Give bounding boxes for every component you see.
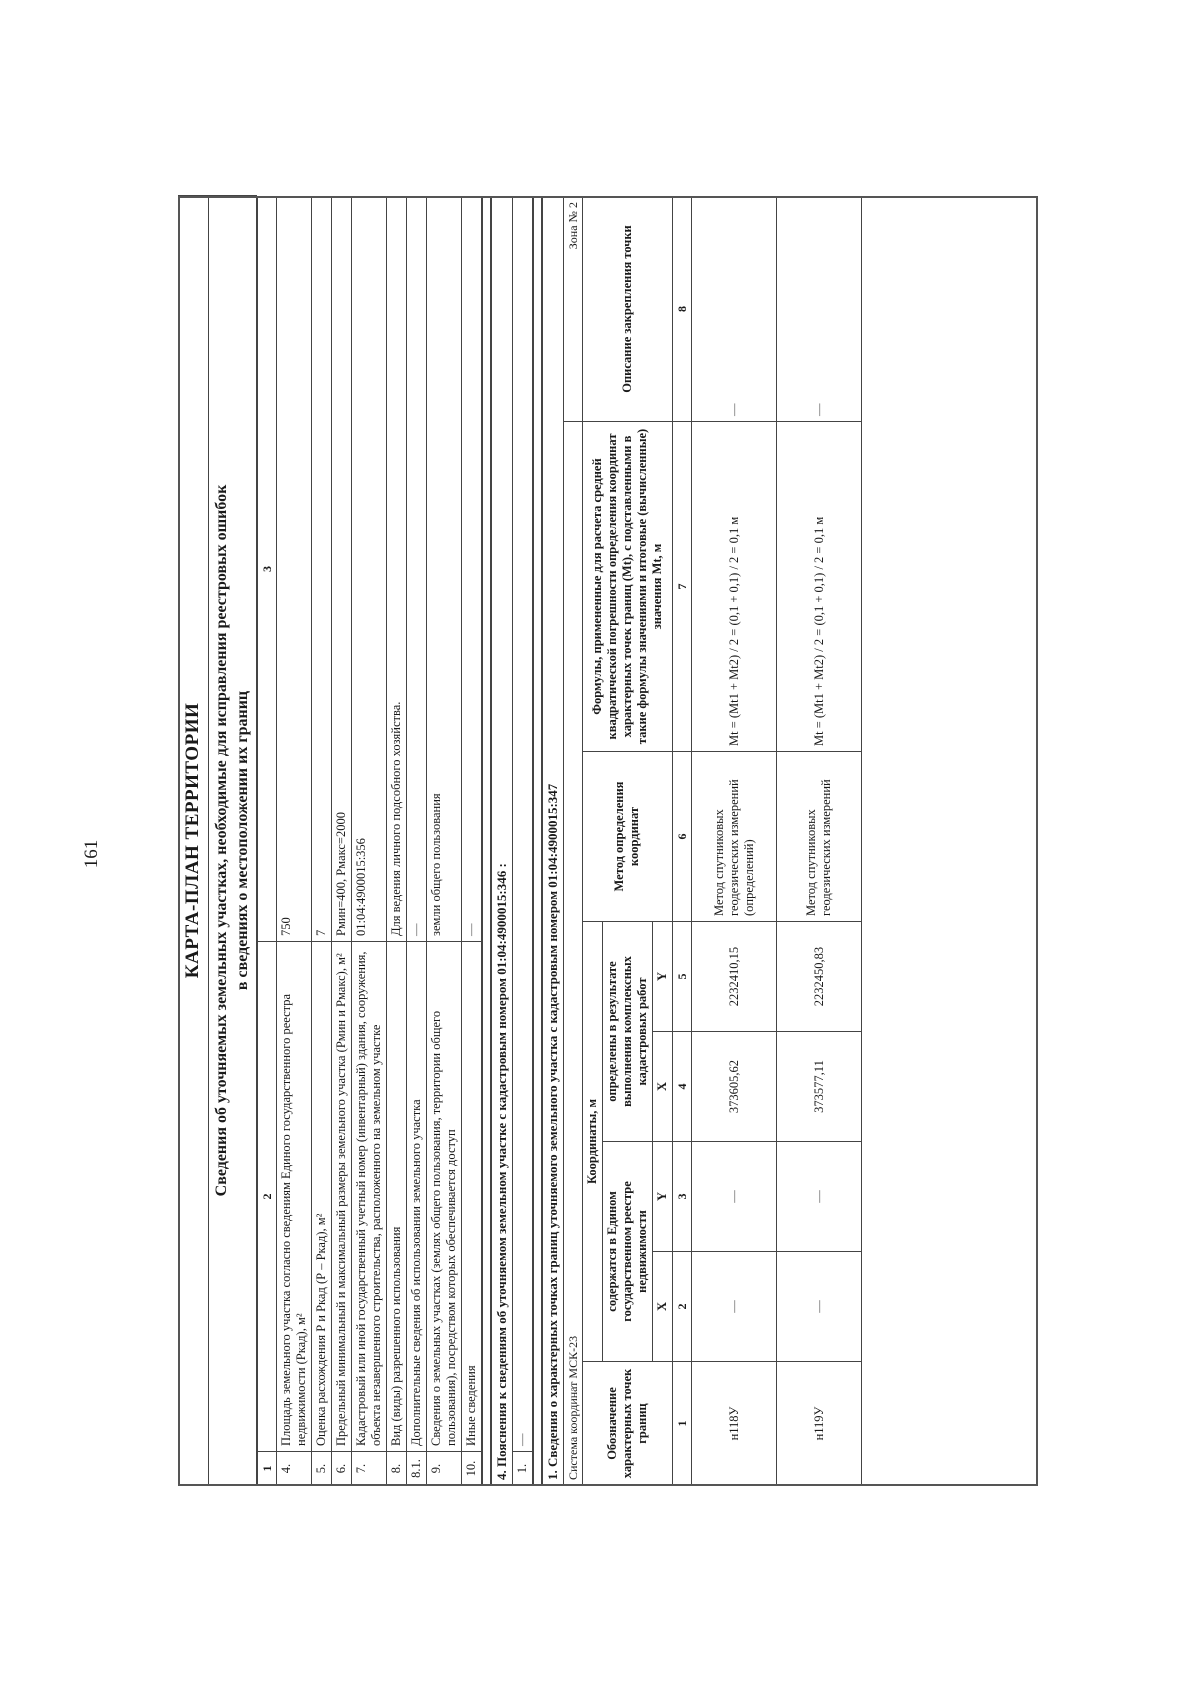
formula: Mt = (Mt1 + Mt2) / 2 = (0,1 + 0,1) / 2 = 0,1 м [692,422,777,752]
header-method: Метод определения координат [582,752,672,922]
col-number: 3 [257,197,276,942]
row-value: земли общего пользования [427,197,462,942]
header-y: Y [652,922,672,1032]
x-egrn: — [777,1252,862,1362]
coordinate-system: Система координат МСК-23 [563,422,582,1486]
x-value: 373577,11 [777,1032,862,1142]
row-number: 7. [352,1452,387,1486]
header-determined: определены в результате выполнения комплексных кадастровых работ [602,922,652,1142]
row-number: 9. [427,1452,462,1486]
col-number: 6 [672,752,691,922]
header-description: Описание закрепления точки [582,197,672,422]
col-number: 1 [257,1452,276,1486]
col-number: 7 [672,422,691,752]
header-point: Обозначение характерных точек границ [582,1362,672,1486]
section-4-heading: 4. Пояснения к сведениям об уточняемом земельном участке с кадастровым номером 01:04:4900015:346 : [492,197,513,1486]
sheet-frame [178,196,1038,1486]
col-number: 5 [672,922,691,1032]
row-value: 01:04:4900015:356 [352,197,387,942]
point-id: н119У [777,1362,862,1486]
method: Метод спутниковых геодезических измерений (определений) [692,752,777,922]
row-value: 7 [312,197,332,942]
description: — [692,197,777,422]
y-egrn: — [692,1142,777,1252]
row-name: Кадастровый или иной государственный учетный номер (инвентарный) здания, сооружения, объекта незавершенного строительства, расположенного на земельном участке [352,942,387,1452]
map-plan-sheet [178,196,1038,1486]
row-number: 4. [277,1452,312,1486]
header-egrn: содержатся в Едином государственном реестре недвижимости [602,1142,652,1362]
row-name: Сведения о земельных участках (землях общего пользования, территории общего пользования), посредством которых обеспечивается доступ [427,942,462,1452]
col-number: 2 [257,942,276,1452]
x-value: 373605,62 [692,1032,777,1142]
row-value: Рмин=400, Рмакс=2000 [332,197,352,942]
y-value: 2232410,15 [692,922,777,1032]
page-number: 161 [81,839,102,869]
x-egrn: — [692,1252,777,1362]
row-number: 10. [462,1452,482,1486]
section-1-heading: 1. Сведения о характерных точках границ уточняемого земельного участка с кадастровым номером 01:04:4900015:347 [542,197,563,1486]
header-y: Y [652,1142,672,1252]
row-number: 5. [312,1452,332,1486]
row-number: 1. [512,1452,532,1486]
header-coords: Координаты, м [582,922,602,1362]
row-value: — [407,197,427,942]
point-id: н118У [692,1362,777,1486]
y-egrn: — [777,1142,862,1252]
row-name: Иные сведения [462,942,482,1452]
method: Метод спутниковых геодезических измерений [777,752,862,922]
row-value: Для ведения личного подсобного хозяйства. [387,197,407,942]
formula: Mt = (Mt1 + Mt2) / 2 = (0,1 + 0,1) / 2 = 0,1 м [777,422,862,752]
description: — [777,197,862,422]
row-number: 8.1. [407,1452,427,1486]
row-text: — [512,197,532,1452]
col-number: 3 [672,1142,691,1252]
col-number: 4 [672,1032,691,1142]
y-value: 2232450,83 [777,922,862,1032]
col-number: 2 [672,1252,691,1362]
header-x: X [652,1252,672,1362]
row-value: — [462,197,482,942]
row-name: Площадь земельного участка согласно сведениям Единого государственного реестра недвижимости (Ркад), м² [277,942,312,1452]
header-x: X [652,1032,672,1142]
zone-label: Зона № 2 [563,197,582,422]
row-name: Дополнительные сведения об использовании земельного участка [407,942,427,1452]
col-number: 1 [672,1362,691,1486]
subtitle-line-1: Сведения об уточняемых земельных участках, необходимые для исправления реестровых ошибок [212,484,230,1197]
row-name: Оценка расхождения Р и Ркад (Р – Ркад), м² [312,942,332,1452]
row-number: 8. [387,1452,407,1486]
row-name: Предельный минимальный и максимальный размеры земельного участка (Рмин и Рмакс), м² [332,942,352,1452]
row-name: Вид (виды) разрешенного использования [387,942,407,1452]
document-title: КАРТА-ПЛАН ТЕРРИТОРИИ [179,196,209,1486]
row-value: 750 [277,197,312,942]
subtitle-line-2: в сведениях о местоположении их границ [234,690,252,991]
col-number: 8 [672,197,691,422]
row-number: 6. [332,1452,352,1486]
header-formula: Формулы, примененные для расчета средней квадратической погрешности определения координат характерных точек границ (Мt), с подставленными в такие формулы значениями и итоговые (вычисленные) значения Мt, м [582,422,672,752]
